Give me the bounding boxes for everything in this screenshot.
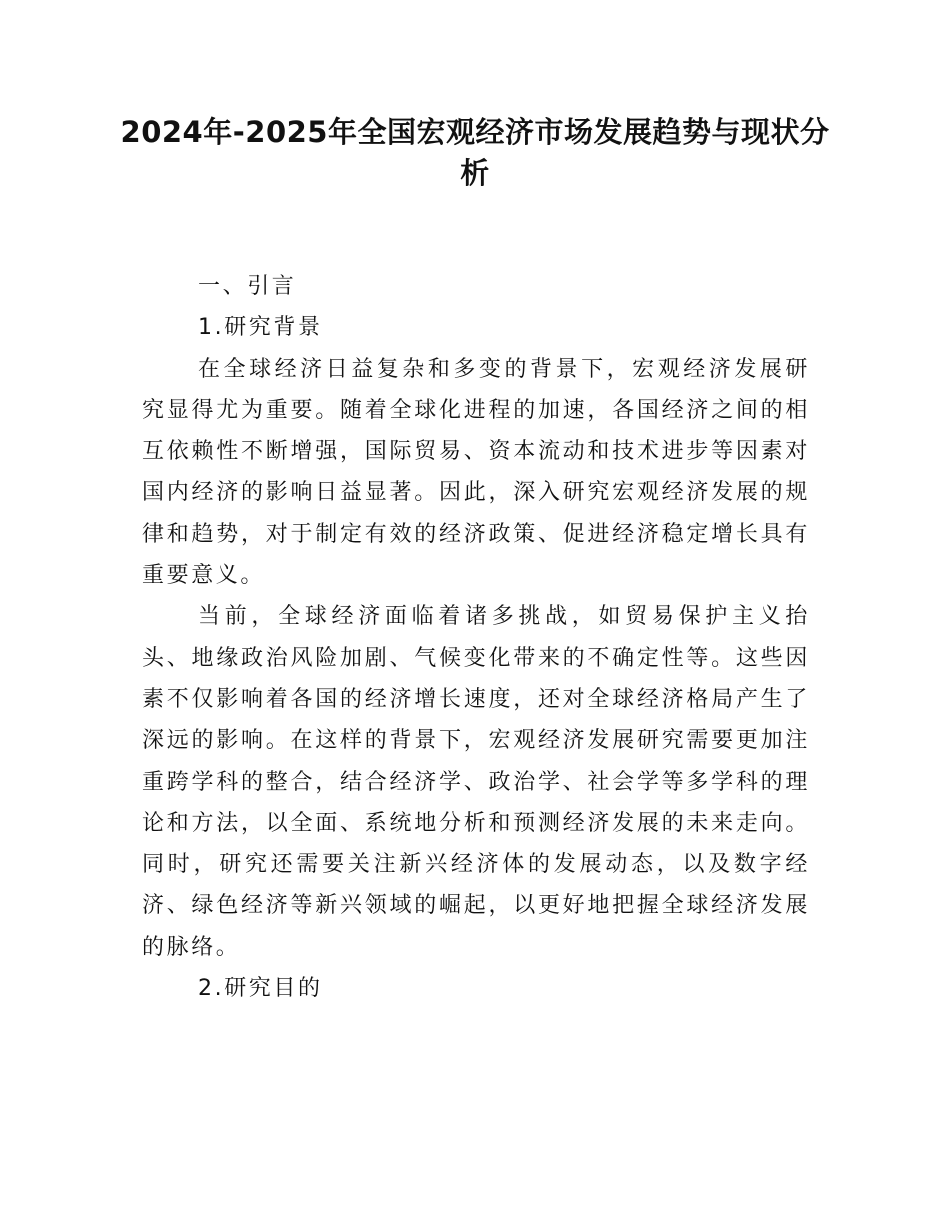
section-heading-introduction: 一、引言 xyxy=(198,274,297,299)
document-body xyxy=(142,266,810,1009)
subsection-heading-research-purpose: 2.研究目的 xyxy=(198,976,323,1002)
document-title: 2024年-2025年全国宏观经济市场发展趋势与现状分析 xyxy=(120,115,830,190)
paragraph-research-background-1: 在全球经济日益复杂和多变的背景下，宏观经济发展研究显得尤为重要。随着全球化进程的加速，各国经济之间的相互依赖性不断增强，国际贸易、资本流动和技术进步等因素对国内经济的影响日益显著。因此，深入研究宏观经济发展的规律和趋势，对于制定有效的经济政策、促进经济稳定增长具有重要意义。 xyxy=(142,356,810,589)
subsection-heading-research-background: 1.研究背景 xyxy=(198,315,323,341)
paragraph-research-background-2: 当前，全球经济面临着诸多挑战，如贸易保护主义抬头、地缘政治风险加剧、气候变化带来的不确定性等。这些因素不仅影响着各国的经济增长速度，还对全球经济格局产生了深远的影响。在这样的背景下，宏观经济发展研究需要更加注重跨学科的整合，结合经济学、政治学、社会学等多学科的理论和方法，以全面、系统地分析和预测经济发展的未来走向。同时，研究还需要关注新兴经济体的发展动态，以及数字经济、绿色经济等新兴领域的崛起，以更好地把握全球经济发展的脉络。 xyxy=(142,604,810,960)
